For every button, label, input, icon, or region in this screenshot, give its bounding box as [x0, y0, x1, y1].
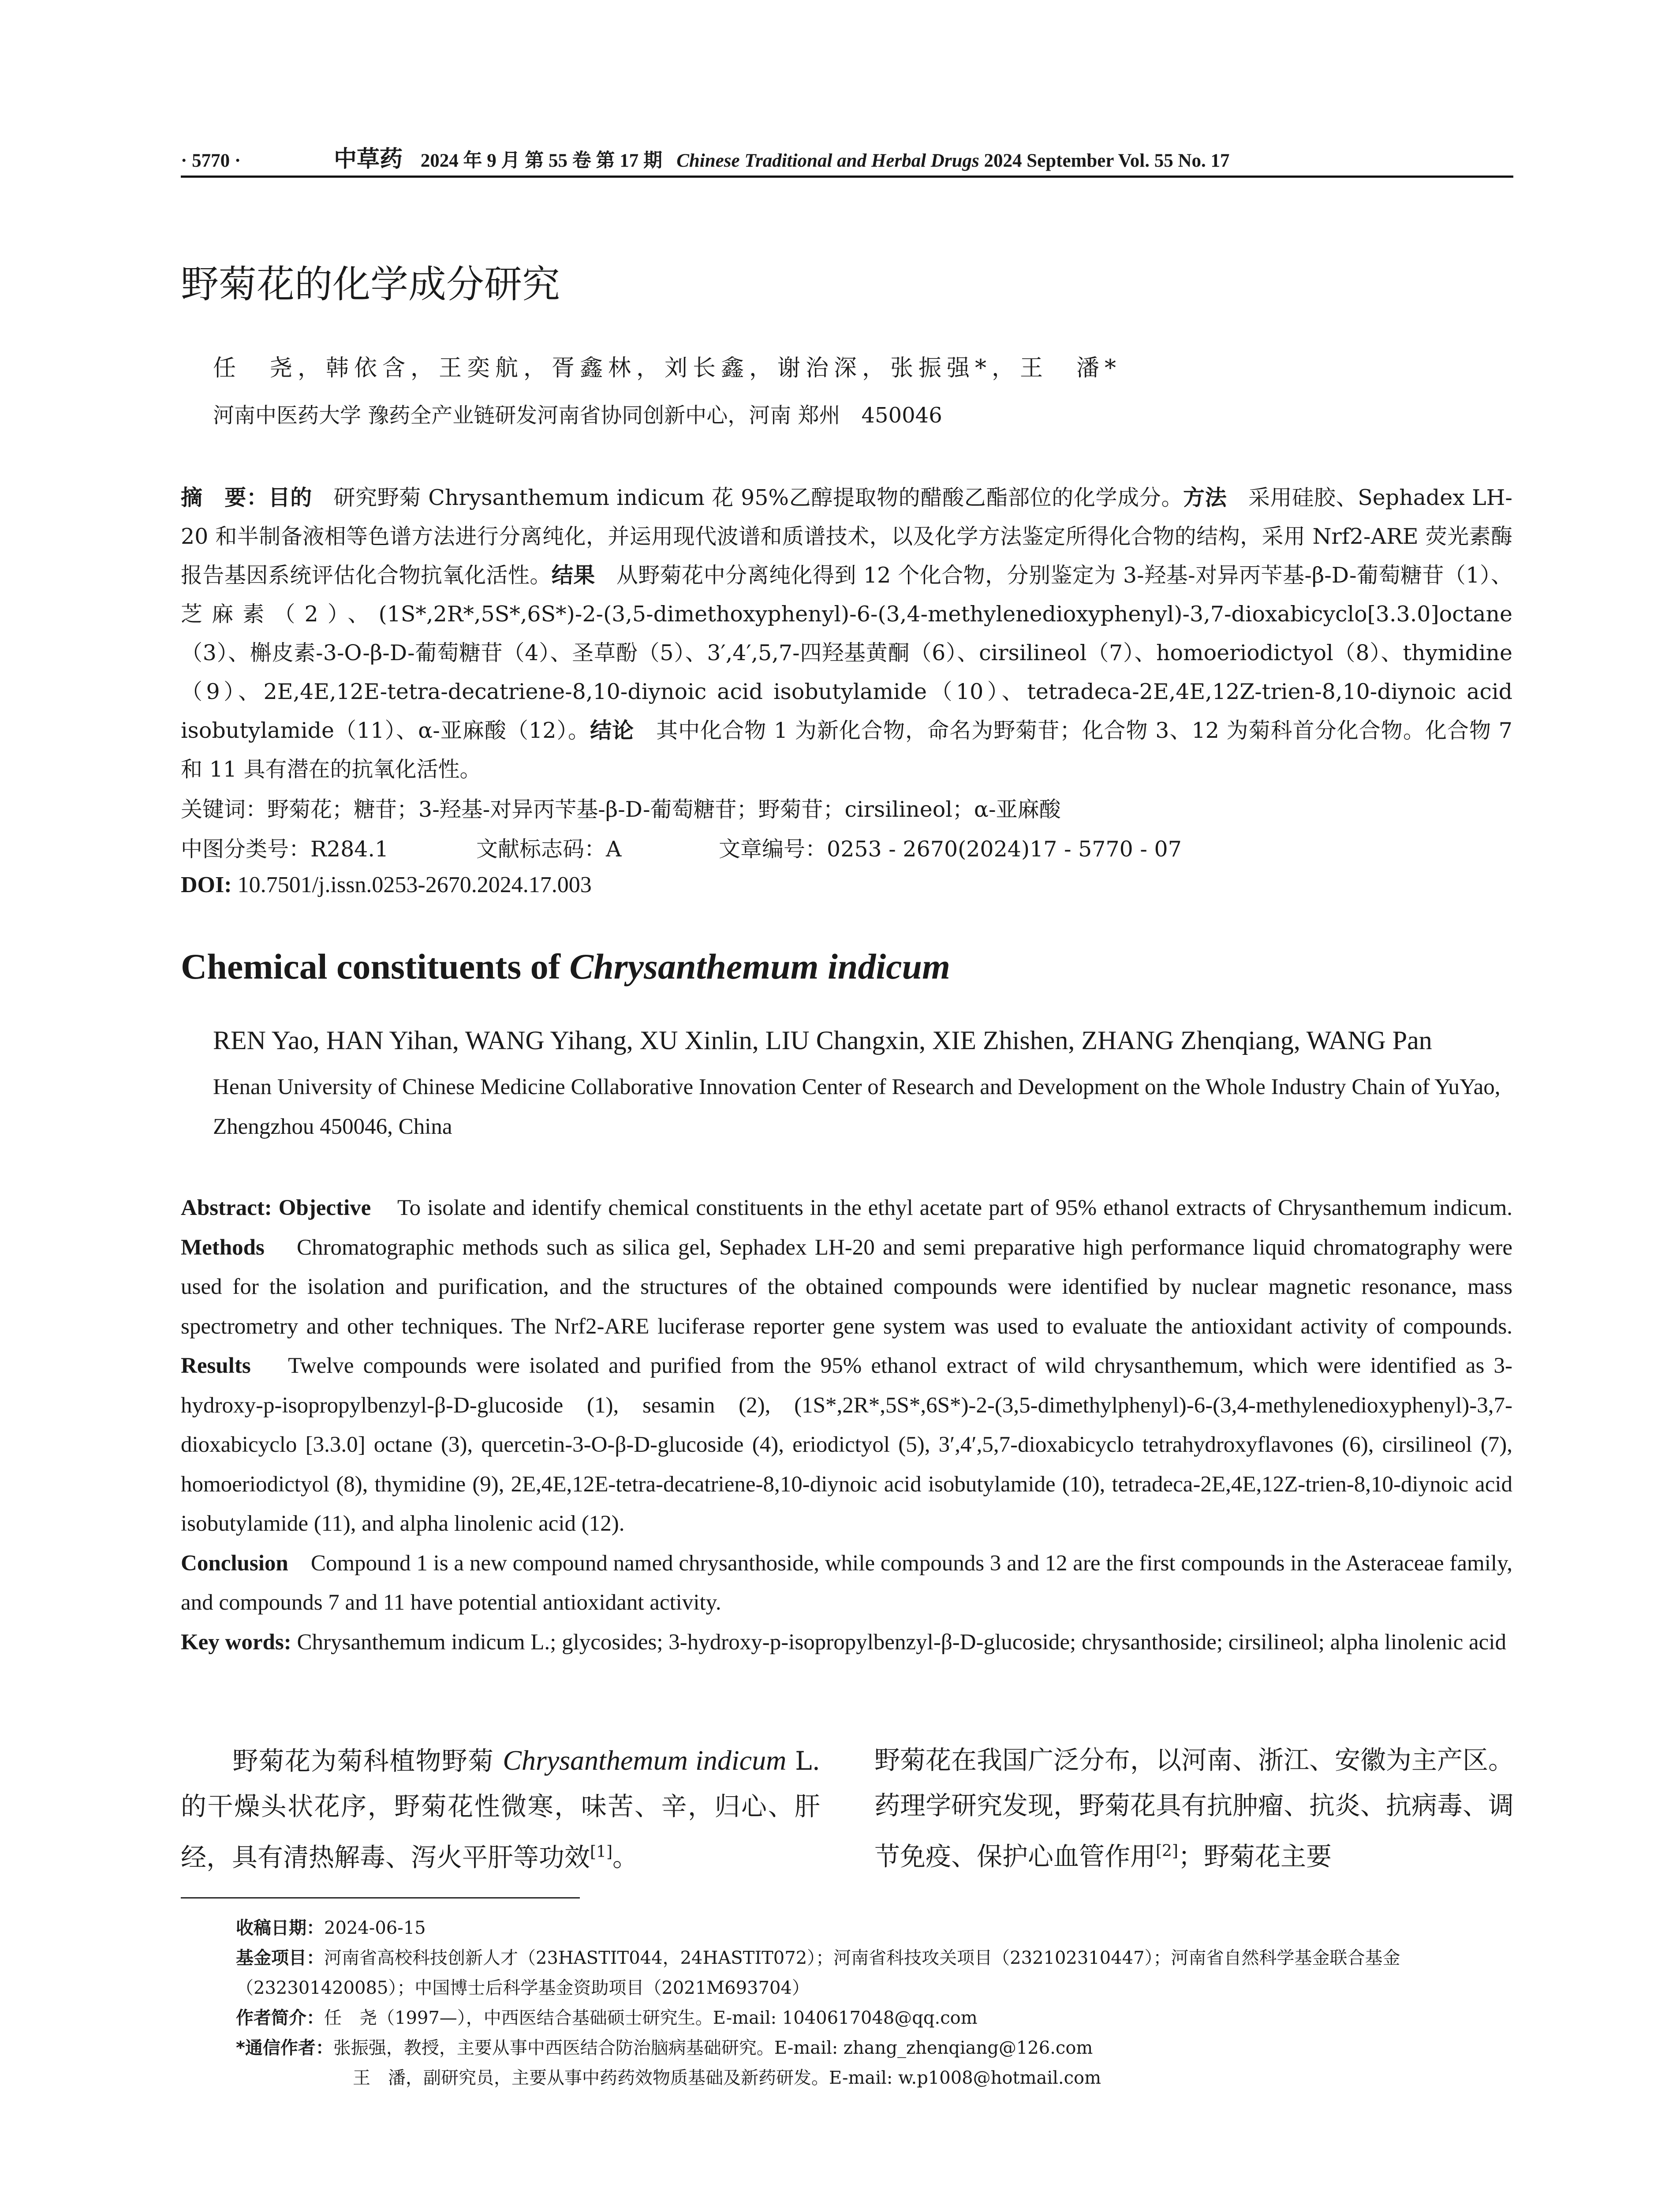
objective-cn: 研究野菊 Chrysanthemum indicum 花 95%乙醇提取物的醋酸乙酯部位的化学成分。: [333, 485, 1183, 510]
abstract-en-label: Abstract:: [181, 1196, 272, 1220]
keywords-cn-label: 关键词：: [181, 797, 268, 822]
authors-en: REN Yao, HAN Yihan, WANG Yihang, XU Xinlin, LIU Changxin, XIE Zhishen, ZHANG Zhenqiang, WANG Pan: [213, 1026, 1432, 1055]
body-right-post: ；野菊花主要: [1178, 1841, 1332, 1872]
journal-name-en: Chinese Traditional and Herbal Drugs: [676, 150, 979, 171]
clc-label: 中图分类号：: [181, 837, 311, 862]
footnote-corresponding: [236, 2033, 1512, 2093]
citation-ref-2[interactable]: [2]: [1156, 1842, 1179, 1860]
classification-row: [181, 832, 1512, 863]
corresponding-1: 张振强，教授，主要从事中西医结合防治脑病基础研究。E-mail: zhang_zhenqiang@126.com: [333, 2038, 1093, 2058]
abstract-en: [181, 1188, 1512, 1662]
author-label: 作者简介：: [236, 2008, 324, 2028]
conclusion-cn-label: 结论: [590, 718, 635, 743]
abstract-cn-label: 摘 要：: [181, 485, 269, 510]
body-left-end: 。: [612, 1842, 638, 1872]
body-column-left: [181, 1738, 820, 1880]
keywords-cn: [181, 792, 1512, 823]
body-left-pre: 野菊花为菊科植物野菊: [232, 1746, 494, 1776]
footnote-author: [236, 2003, 1512, 2033]
fund-text: 河南省高校科技创新人才（23HASTIT044，24HASTIT072）；河南省科技攻关项目（232102310447）；河南省自然科学基金联合基金（232301420085）；中国博士后科学基金资助项目（2021M693704）: [236, 1948, 1400, 1998]
methods-en: Chromatographic methods such as silica gel, Sephadex LH-20 and semi preparative high performance liquid chromatography were used for the isolation and purification, and the structures of the obtained compounds were identified by nuclear magnetic resonance, mass spectrometry and other techniques. The Nrf2-ARE luciferase reporter gene system was used to evaluate the antioxidant activity of compounds.: [181, 1235, 1512, 1339]
keywords-en-text: Chrysanthemum indicum L.; glycosides; 3-hydroxy-p-isopropylbenzyl-β-D-glucoside; chrysanthoside; cirsilineol; alpha linolenic acid: [297, 1629, 1506, 1655]
received-label: 收稿日期：: [236, 1918, 324, 1938]
body-left-species: Chrysanthemum indicum: [503, 1745, 787, 1776]
title-en-plain: Chemical constituents of: [181, 946, 560, 987]
results-cn: 从野菊花中分离纯化得到 12 个化合物，分别鉴定为 3-羟基-对异丙苄基-β-D-葡萄糖苷（1）、芝麻素（2）、(1S*,2R*,5S*,6S*)-2-(3,5-dimethoxyphenyl)-6-(3,4-methylenedioxyphenyl)-3,7-dioxabicyclo[3.3.0]octane（3）、槲皮素-3-O-β-D-葡萄糖苷（4）、圣草酚（5）、3′,4′,5,7-四羟基黄酮（6）、cirsilineol（7）、homoeriodictyol（8）、thymidine（9）、2E,4E,12E-tetra-decatriene-8,10-diynoic acid isobutylamide（10）、tetradeca-2E,4E,12Z-trien-8,10-diynoic acid isobutylamide（11）、α-亚麻酸（12）。: [181, 563, 1512, 743]
conclusion-cn: 其中化合物 1 为新化合物，命名为野菊苷；化合物 3、12 为菊科首分化合物。化合物 7 和 11 具有潜在的抗氧化活性。: [181, 718, 1512, 782]
keywords-en-label: Key words:: [181, 1629, 291, 1655]
article-no-label: 文章编号：: [719, 837, 827, 862]
citation-ref-1[interactable]: [1]: [590, 1843, 613, 1861]
doc-code-label: 文献标志码：: [476, 837, 606, 862]
affiliation-cn: 河南中医药大学 豫药全产业链研发河南省协同创新中心，河南 郑州 450046: [213, 403, 942, 428]
fund-label: 基金项目：: [236, 1948, 324, 1968]
journal-name-cn: 中草药: [333, 147, 403, 172]
title-en-species: Chrysanthemum indicum: [569, 946, 950, 987]
conclusion-en: Compound 1 is a new compound named chrysanthoside, while compounds 3 and 12 are the first compounds in the Asteraceae family, and compounds 7 and 11 have potential antioxidant activity.: [181, 1551, 1513, 1615]
methods-en-label: Methods: [181, 1235, 265, 1260]
objective-en: To isolate and identify chemical constituents in the ethyl acetate part of 95% ethanol extracts of Chrysanthemum indicum.: [397, 1196, 1513, 1220]
objective-en-label: Objective: [278, 1196, 371, 1220]
conclusion-en-label: Conclusion: [181, 1551, 288, 1576]
issue-cn: 2024 年 9 月 第 55 卷 第 17 期: [420, 150, 662, 171]
footnote-fund: [236, 1943, 1512, 2003]
footnote-received: [236, 1913, 1512, 1943]
body-left-post: L. 的干燥头状花序，野菊花性微寒，味苦、辛，归心、肝经，具有清热解毒、泻火平肝等功效: [181, 1746, 821, 1872]
affiliation-en: Henan University of Chinese Medicine Collaborative Innovation Center of Research and Development on the Whole Industry Chain of YuYao, Zhengzhou 450046, China: [213, 1075, 1501, 1139]
issue-en: 2024 September Vol. 55 No. 17: [984, 150, 1230, 171]
doi-label: DOI:: [181, 872, 232, 897]
page-number: · 5770 ·: [181, 150, 241, 171]
doc-code-value: A: [606, 837, 622, 862]
results-en: Twelve compounds were isolated and purified from the 95% ethanol extract of wild chrysanthemum, which were identified as 3-hydroxy-p-isopropylbenzyl-β-D-glucoside (1), sesamin (2), (1S*,2R*,5S*,6S*)-2-(3,5-dimethylphenyl)-6-(3,4-methylenedioxyphenyl)-3,7-dioxabicyclo [3.3.0] octane (3), quercetin-3-O-β-D-glucoside (4), eriodictyol (5), 3′,4′,5,7-dioxabicyclo tetrahydroxyflavones (6), cirsilineol (7), homoeriodictyol (8), thymidine (9), 2E,4E,12E-tetra-decatriene-8,10-diynoic acid isobutylamide (10), tetradeca-2E,4E,12Z-trien-8,10-diynoic acid isobutylamide (11), and alpha linolenic acid (12).: [181, 1353, 1512, 1536]
author-text: 任 尧（1997—），中西医结合基础硕士研究生。E-mail: 1040617048@qq.com: [324, 2008, 978, 2028]
body-right-pre: 野菊花在我国广泛分布，以河南、浙江、安徽为主产区。药理学研究发现，野菊花具有抗肿瘤、抗炎、抗病毒、调节免疫、保护心血管作用: [874, 1745, 1514, 1872]
results-en-label: Results: [181, 1353, 251, 1378]
footnote-rule: [181, 1897, 580, 1899]
running-header: [181, 140, 1512, 173]
objective-cn-label: 目的: [268, 485, 312, 510]
clc-value: R284.1: [310, 837, 389, 862]
title-en: [181, 946, 950, 987]
body-column-right: [874, 1738, 1514, 1879]
keywords-cn-text: 野菊花；糖苷；3-羟基-对异丙苄基-β-D-葡萄糖苷；野菊苷；cirsilineol；α-亚麻酸: [267, 797, 1061, 822]
article-no-value: 0253 - 2670(2024)17 - 5770 - 07: [827, 837, 1182, 862]
header-rule: [181, 176, 1513, 178]
methods-cn-label: 方法: [1183, 485, 1227, 510]
methods-cn: 采用硅胶、Sephadex LH-20 和半制备液相等色谱方法进行分离纯化，并运用现代波谱和质谱技术，以及化学方法鉴定所得化合物的结构，采用 Nrf2-ARE 荧光素酶报告基因系统评估化合物抗氧化活性。: [181, 485, 1512, 588]
received-date: 2024-06-15: [324, 1918, 426, 1938]
corresponding-2: 王 潘，副研究员，主要从事中药药效物质基础及新药研发。E-mail: w.p1008@hotmail.com: [353, 2068, 1101, 2088]
doi-line: [181, 872, 1512, 898]
authors-cn: 任 尧，韩依含，王奕航，胥鑫林，刘长鑫，谢治深，张振强*，王 潘*: [213, 355, 1122, 381]
title-cn: 野菊花的化学成分研究: [181, 262, 560, 306]
corresponding-label: *通信作者：: [236, 2038, 333, 2058]
results-cn-label: 结果: [551, 563, 595, 588]
doi-value: 10.7501/j.issn.0253-2670.2024.17.003: [237, 872, 592, 897]
abstract-cn: [181, 478, 1512, 789]
